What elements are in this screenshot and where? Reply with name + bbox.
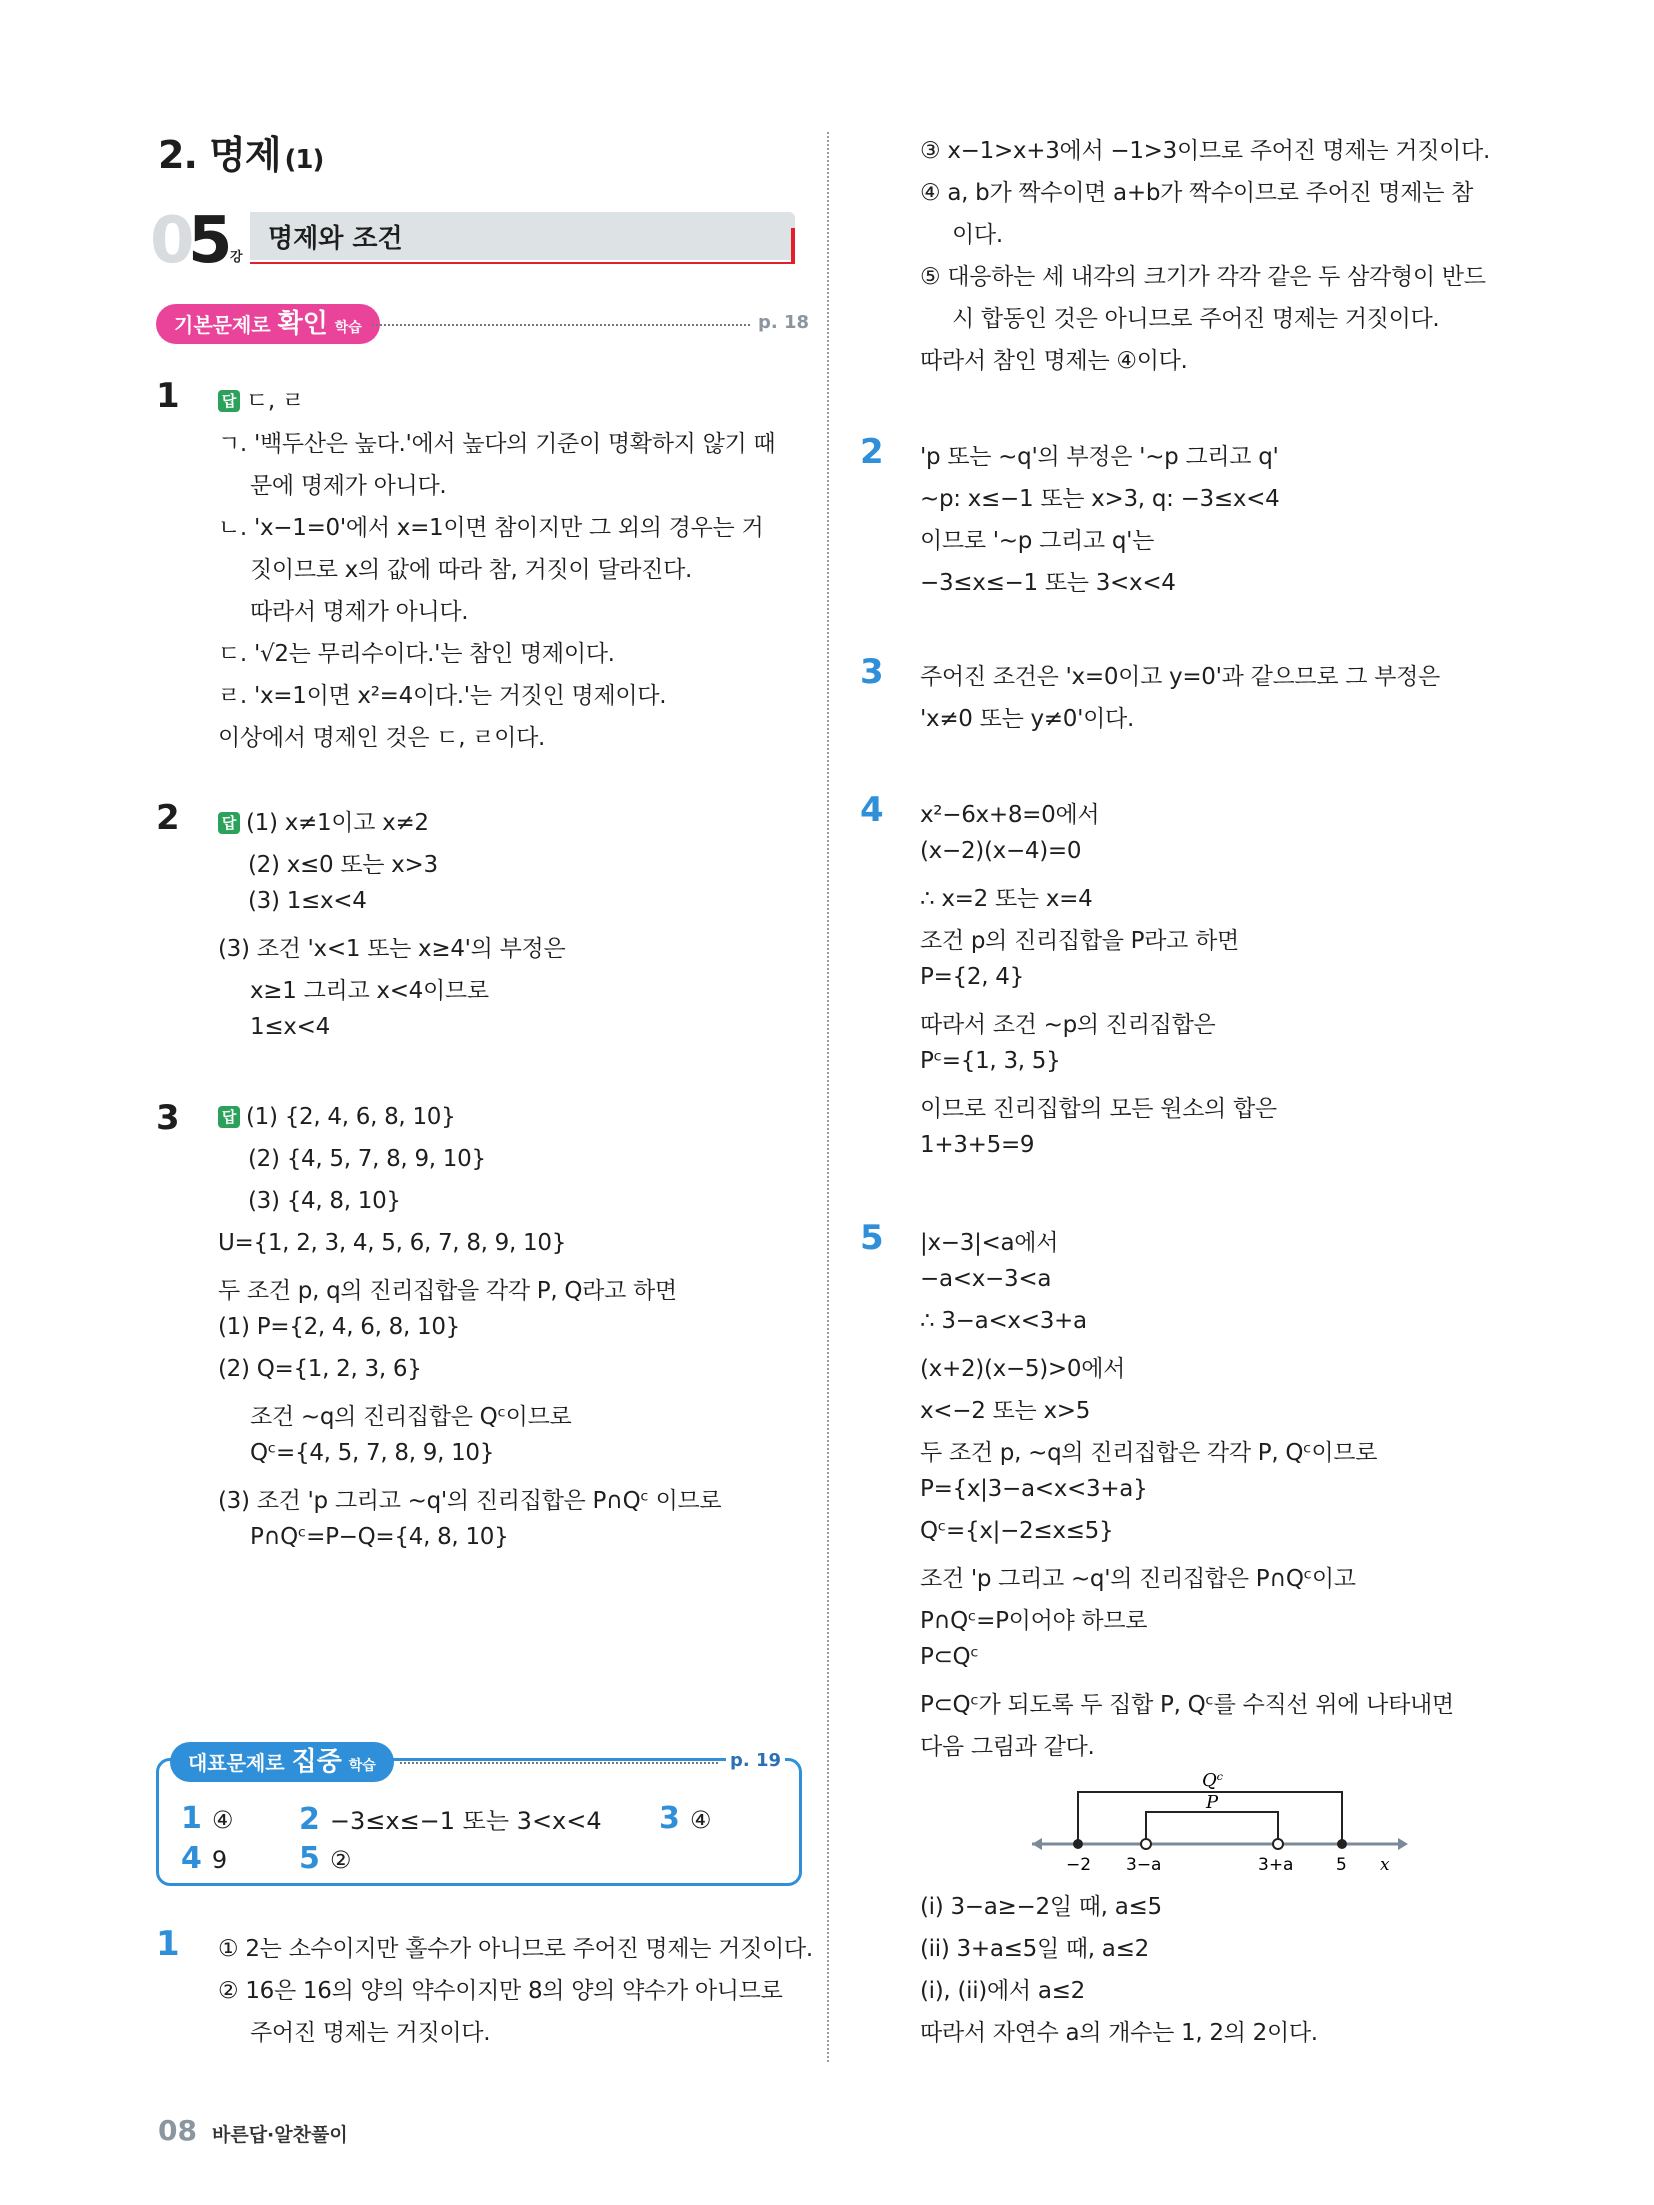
open-point [1273, 1839, 1283, 1849]
answer-badge: 답 [218, 390, 240, 412]
solution-line: P⊂Qᶜ가 되도록 두 집합 P, Qᶜ를 수직선 위에 나타내면 [920, 1692, 1454, 1718]
solution-line: 조건 'p 그리고 ~q'의 진리집합은 P∩Qᶜ이고 [920, 1566, 1356, 1592]
question-number: 1 [156, 1924, 180, 1964]
solution-line: ∴ x=2 또는 x=4 [920, 886, 1093, 912]
rep-answer: 5 ② [299, 1841, 352, 1876]
solution-line: (x+2)(x−5)>0에서 [920, 1356, 1126, 1382]
solution-line: |x−3|<a에서 [920, 1230, 1059, 1256]
solution-line: 이므로 '~p 그리고 q'는 [920, 528, 1155, 554]
solution-line: 조건 p의 진리집합을 P라고 하면 [920, 928, 1239, 954]
solution-line: (i), (ii)에서 a≤2 [920, 1978, 1085, 2004]
solution-line: P={x|3−a<x<3+a} [920, 1476, 1148, 1502]
tick-label: −2 [1066, 1855, 1092, 1875]
solution-line: Qᶜ={x|−2≤x≤5} [920, 1518, 1114, 1544]
solution-line: 시 합동인 것은 아니므로 주어진 명제는 거짓이다. [952, 306, 1440, 332]
solution-line: −3≤x≤−1 또는 3<x<4 [920, 570, 1176, 596]
closed-point [1073, 1839, 1083, 1849]
arrow-right-icon [1398, 1838, 1408, 1850]
solution-line: P∩Qᶜ=P이어야 하므로 [920, 1608, 1148, 1634]
solution-line: ∴ 3−a<x<3+a [920, 1308, 1087, 1334]
solution-line: ① 2는 소수이지만 홀수가 아니므로 주어진 명제는 거짓이다. [218, 1936, 813, 1962]
solution-line: Qᶜ={4, 5, 7, 8, 9, 10} [250, 1440, 495, 1466]
number-line-diagram [1030, 1770, 1410, 1880]
representative-practice-banner: 대표문제로 집중 학습 [170, 1742, 394, 1782]
solution-line: 이상에서 명제인 것은 ㄷ, ㄹ이다. [218, 725, 546, 751]
arrow-left-icon [1032, 1838, 1042, 1850]
solution-line: −a<x−3<a [920, 1266, 1052, 1292]
closed-point [1337, 1839, 1347, 1849]
solution-line: P∩Qᶜ=P−Q={4, 8, 10} [250, 1524, 509, 1550]
solution-line: (3) 조건 'p 그리고 ~q'의 진리집합은 P∩Qᶜ 이므로 [218, 1488, 722, 1514]
qc-label: Qᶜ [1202, 1770, 1224, 1791]
solution-line: P={2, 4} [920, 964, 1024, 990]
solution-line: 조건 ~q의 진리집합은 Qᶜ이므로 [250, 1404, 572, 1430]
solution-line: ㄹ. 'x=1이면 x²=4이다.'는 거짓인 명제이다. [218, 683, 667, 709]
section-header [150, 206, 800, 276]
footer-text: 바른답·알찬풀이 [212, 2124, 348, 2146]
tick-label: 3+a [1258, 1855, 1294, 1875]
page-ref: p. 19 [726, 1750, 785, 1771]
solution-line: 다음 그림과 같다. [920, 1734, 1095, 1760]
question-number: 4 [860, 790, 884, 830]
solution-line: U={1, 2, 3, 4, 5, 6, 7, 8, 9, 10} [218, 1230, 567, 1256]
solution-line: 따라서 자연수 a의 개수는 1, 2의 2이다. [920, 2020, 1318, 2046]
solution-line: 'p 또는 ~q'의 부정은 '~p 그리고 q' [920, 444, 1279, 470]
solution-line: ② 16은 16의 양의 약수이지만 8의 양의 약수가 아니므로 [218, 1978, 783, 2004]
banner-dotted-line [400, 1762, 718, 1764]
section-bar-hook [791, 228, 795, 264]
solution-line: ③ x−1>x+3에서 −1>3이므로 주어진 명제는 거짓이다. [920, 138, 1490, 164]
tick-label: 3−a [1126, 1855, 1162, 1875]
solution-line: ㄱ. '백두산은 높다.'에서 높다의 기준이 명확하지 않기 때 [218, 431, 776, 457]
question-number: 3 [156, 1098, 180, 1138]
question-number: 5 [860, 1218, 884, 1258]
solution-line: ㄴ. 'x−1=0'에서 x=1이면 참이지만 그 외의 경우는 거 [218, 515, 764, 541]
page-number: 08 [158, 2114, 197, 2147]
question-number: 1 [156, 376, 180, 416]
solution-line: 주어진 명제는 거짓이다. [250, 2020, 491, 2046]
answer-line: 답 (1) {2, 4, 6, 8, 10} [218, 1104, 455, 1130]
solution-line: ㄷ. '√2는 무리수이다.'는 참인 명제이다. [218, 641, 615, 667]
question-number: 2 [860, 432, 884, 472]
solution-line: 주어진 조건은 'x=0이고 y=0'과 같으므로 그 부정은 [920, 664, 1440, 690]
solution-line: 이다. [952, 222, 1003, 248]
solution-line: 따라서 조건 ~p의 진리집합은 [920, 1012, 1216, 1038]
section-number-grey: 0 [150, 204, 195, 278]
answer-line: 답 ㄷ, ㄹ [218, 382, 304, 415]
p-label: P [1206, 1792, 1219, 1813]
question-number: 3 [860, 652, 884, 692]
page-title-sub: (1) [284, 145, 324, 175]
solution-line: 두 조건 p, q의 진리집합을 각각 P, Q라고 하면 [218, 1278, 677, 1304]
solution-line: 따라서 참인 명제는 ④이다. [920, 348, 1188, 374]
solution-line: 1≤x<4 [250, 1014, 330, 1040]
basic-practice-banner: 기본문제로 확인 학습 [156, 304, 380, 344]
solution-line: Pᶜ={1, 3, 5} [920, 1048, 1061, 1074]
solution-line: 짓이므로 x의 값에 따라 참, 거짓이 달라진다. [250, 557, 693, 583]
solution-line: ④ a, b가 짝수이면 a+b가 짝수이므로 주어진 명제는 참 [920, 180, 1474, 206]
solution-line: (2) Q={1, 2, 3, 6} [218, 1356, 422, 1382]
solution-line: x<−2 또는 x>5 [920, 1398, 1091, 1424]
solution-line: 문에 명제가 아니다. [250, 473, 447, 499]
solution-line: 두 조건 p, ~q의 진리집합은 각각 P, Qᶜ이므로 [920, 1440, 1378, 1466]
open-point [1141, 1839, 1151, 1849]
solution-line: (3) {4, 8, 10} [248, 1188, 401, 1214]
tick-label: 5 [1336, 1855, 1347, 1875]
rep-answer: 3 ④ [659, 1801, 712, 1836]
banner-dotted-line [372, 324, 750, 326]
solution-line: (i) 3−a≥−2일 때, a≤5 [920, 1894, 1162, 1920]
solution-line: (3) 1≤x<4 [248, 888, 367, 914]
rep-answer: 1 ④ [181, 1801, 234, 1836]
section-kang: 강 [230, 250, 243, 265]
solution-line: (ii) 3+a≤5일 때, a≤2 [920, 1936, 1149, 1962]
rep-answer: 4 9 [181, 1841, 228, 1876]
solution-line: ⑤ 대응하는 세 내각의 크기가 각각 같은 두 삼각형이 반드 [920, 264, 1486, 290]
column-divider [827, 132, 829, 2062]
rep-answer: 2 −3≤x≤−1 또는 3<x<4 [299, 1802, 602, 1837]
solution-line: ~p: x≤−1 또는 x>3, q: −3≤x<4 [920, 486, 1280, 512]
solution-line: (2) {4, 5, 7, 8, 9, 10} [248, 1146, 486, 1172]
section-title: 명제와 조건 [268, 224, 403, 254]
page-ref: p. 18 [758, 312, 810, 333]
solution-line: 이므로 진리집합의 모든 원소의 합은 [920, 1096, 1277, 1122]
answer-line: 답 (1) x≠1이고 x≠2 [218, 804, 429, 837]
section-number: 5 [188, 204, 233, 278]
solution-line: (1) P={2, 4, 6, 8, 10} [218, 1314, 460, 1340]
solution-line: x²−6x+8=0에서 [920, 802, 1100, 828]
page-title: 2. 명제 (1) [158, 133, 324, 177]
solution-line: 1+3+5=9 [920, 1132, 1035, 1158]
answer-badge: 답 [218, 812, 240, 834]
solution-line: P⊂Qᶜ [920, 1644, 979, 1670]
section-bar-underline [250, 262, 795, 264]
solution-line: 따라서 명제가 아니다. [250, 599, 469, 625]
answer-badge: 답 [218, 1106, 240, 1128]
solution-line: (3) 조건 'x<1 또는 x≥4'의 부정은 [218, 936, 566, 962]
solution-line: (2) x≤0 또는 x>3 [248, 852, 438, 878]
p-bracket [1146, 1812, 1278, 1844]
question-number: 2 [156, 798, 180, 838]
tick-label: x [1380, 1855, 1390, 1875]
solution-line: 'x≠0 또는 y≠0'이다. [920, 706, 1134, 732]
solution-line: (x−2)(x−4)=0 [920, 838, 1082, 864]
solution-line: x≥1 그리고 x<4이므로 [250, 978, 489, 1004]
